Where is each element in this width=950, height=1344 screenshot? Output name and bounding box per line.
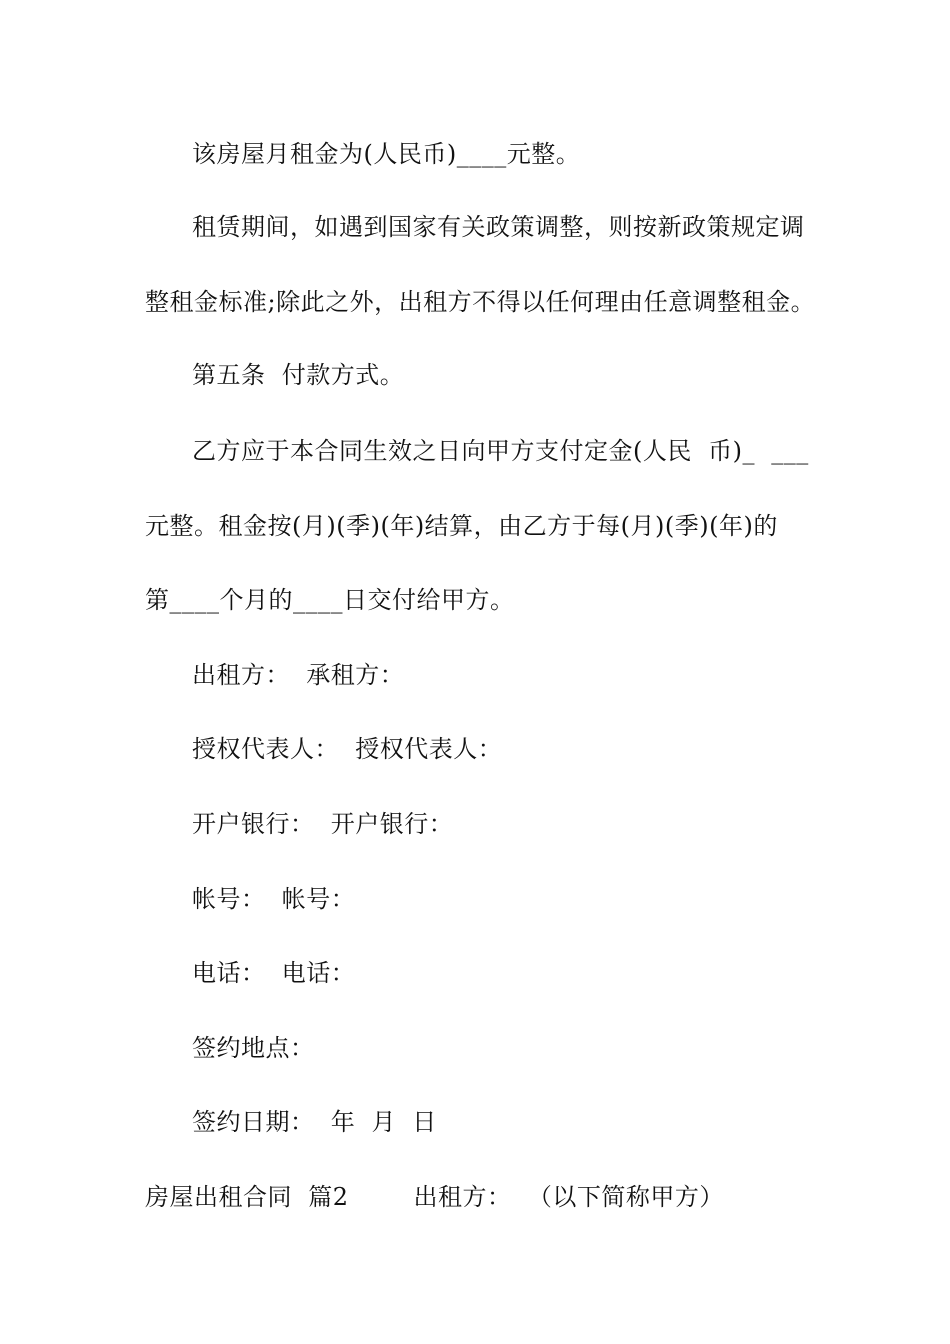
article-five-heading: 第五条 付款方式。 — [192, 361, 405, 389]
signing-date-line: 签约日期： 年 月 日 — [192, 1108, 437, 1136]
signing-place-line: 签约地点： — [192, 1034, 315, 1062]
phone-line: 电话： 电话： — [192, 959, 356, 987]
deposit-line-1: 乙方应于本合同生效之日向甲方支付定金(人民 币)_ ___ — [192, 437, 809, 465]
deposit-line-3: 第____个月的____日交付给甲方。 — [145, 586, 515, 614]
deposit-line-2: 元整。租金按(月)(季)(年)结算，由乙方于每(月)(季)(年)的 — [145, 512, 778, 540]
contract-two-heading: 房屋出租合同 篇2 出租方： （以下简称甲方） — [145, 1183, 724, 1211]
rent-adjustment-line-1: 租赁期间，如遇到国家有关政策调整，则按新政策规定调 — [192, 213, 805, 241]
rent-amount-line: 该房屋月租金为(人民币)____元整。 — [192, 140, 581, 168]
bank-line: 开户银行： 开户银行： — [192, 810, 454, 838]
parties-line: 出租方： 承租方： — [192, 661, 405, 689]
rent-adjustment-line-2: 整租金标准;除此之外，出租方不得以任何理由任意调整租金。 — [145, 288, 816, 316]
account-line: 帐号： 帐号： — [192, 885, 356, 913]
representative-line: 授权代表人： 授权代表人： — [192, 735, 503, 763]
